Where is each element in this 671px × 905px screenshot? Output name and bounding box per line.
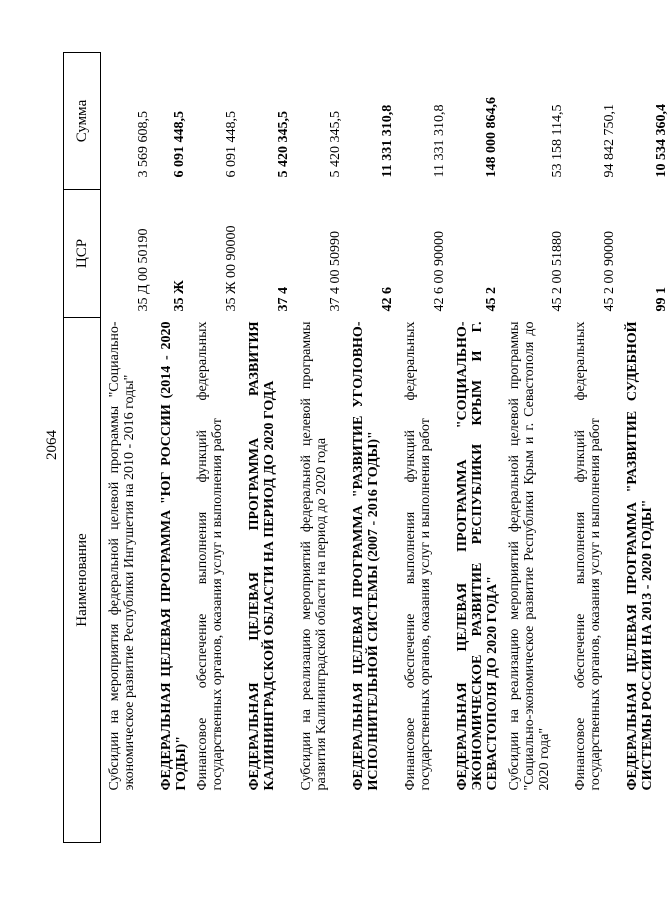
row-name: Субсидии на реализацию мероприятий федеральной целевой программы развития Калининградской области на период до 2020 года [298,321,329,791]
table-row [293,53,345,843]
row-name: Финансовое обеспечение выполнения функций федеральных государственных органов, оказания услуг и выполнения работ [572,321,603,791]
row-code: 37 4 [275,287,291,312]
row-name: Субсидии на реализацию мероприятий федеральной целевой программы "Социально-экономическое развитие Республики Крым и г. Севастополя до 2020 года" [506,321,552,791]
row-sum: 10 534 360,4 [653,104,669,178]
row-name: Финансовое обеспечение выполнения функций федеральных государственных органов, оказания услуг и выполнения работ [402,321,433,791]
row-sum: 53 158 114,5 [549,104,565,178]
row-sum: 94 842 750,1 [601,104,617,178]
row-code: 37 4 00 50990 [327,231,343,312]
table-row [449,53,501,843]
row-code: 42 6 [379,287,395,312]
row-code: 42 6 00 90000 [431,231,447,312]
row-code: 45 2 00 90000 [601,231,617,312]
header-name: Наименование [64,318,101,843]
table-row [101,53,153,843]
row-code: 35 Ж [171,280,187,312]
table-header-row [64,53,101,843]
header-code: ЦСР [64,190,101,318]
row-code: 45 2 00 51880 [549,231,565,312]
row-sum: 3 569 608,5 [135,111,151,178]
page-number: 2064 [44,430,60,460]
row-sum: 11 331 310,8 [431,104,447,178]
row-sum: 148 000 864,6 [483,97,499,178]
table-row [241,53,293,843]
row-name: Финансовое обеспечение выполнения функций федеральных государственных органов, оказания услуг и выполнения работ [194,321,225,791]
row-name: ФЕДЕРАЛЬНАЯ ЦЕЛЕВАЯ ПРОГРАММА "РАЗВИТИЕ УГОЛОВНО-ИСПОЛНИТЕЛЬНОЙ СИСТЕМЫ (2007 - 2016 ГОДЫ)" [350,321,381,791]
row-name: ФЕДЕРАЛЬНАЯ ЦЕЛЕВАЯ ПРОГРАММА "СОЦИАЛЬНО-ЭКОНОМИЧЕСКОЕ РАЗВИТИЕ РЕСПУБЛИКИ КРЫМ И Г. СЕВАСТОПОЛЯ ДО 2020 ГОДА" [454,321,500,791]
table-row [501,53,567,843]
table-row [397,53,449,843]
row-name: ФЕДЕРАЛЬНАЯ ЦЕЛЕВАЯ ПРОГРАММА РАЗВИТИЯ КАЛИНИНГРАДСКОЙ ОБЛАСТИ НА ПЕРИОД ДО 2020 ГОДА [246,321,277,791]
budget-table [63,52,671,843]
row-code: 35 Ж 00 90000 [223,225,239,312]
row-code: 45 2 [483,287,499,312]
table-row [567,53,619,843]
table-row [619,53,671,843]
row-name: ФЕДЕРАЛЬНАЯ ЦЕЛЕВАЯ ПРОГРАММА "ЮГ РОССИИ (2014 - 2020 ГОДЫ)" [158,321,189,791]
row-sum: 11 331 310,8 [379,104,395,178]
row-sum: 6 091 448,5 [171,111,187,178]
table-row [345,53,397,843]
row-name: Субсидии на мероприятия федеральной целевой программы "Социально-экономическое развитие Республики Ингушетия на 2010 - 2016 годы" [107,321,137,791]
row-sum: 5 420 345,5 [275,111,291,178]
row-sum: 5 420 345,5 [327,111,343,178]
table-row [189,53,241,843]
table-row [153,53,189,843]
row-name: ФЕДЕРАЛЬНАЯ ЦЕЛЕВАЯ ПРОГРАММА "РАЗВИТИЕ СУДЕБНОЙ СИСТЕМЫ РОССИИ НА 2013 - 2020 ГОДЫ" [624,321,655,791]
row-code: 99 1 [653,287,669,312]
row-code: 35 Д 00 50190 [135,228,151,312]
row-sum: 6 091 448,5 [223,111,239,178]
header-sum: Сумма [64,53,101,190]
